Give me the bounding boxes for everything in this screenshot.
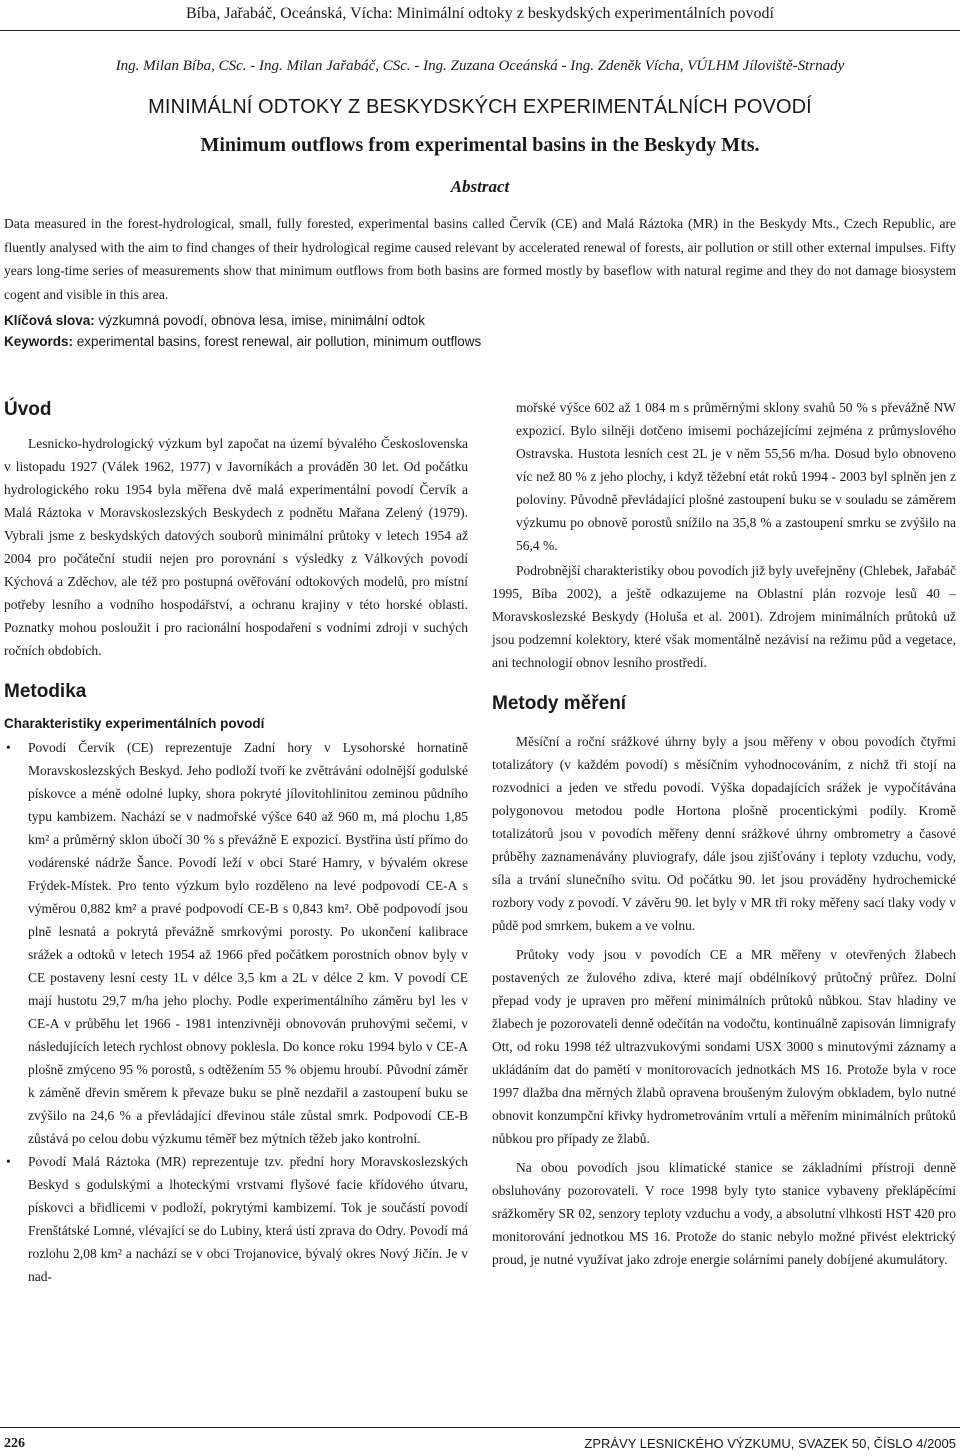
- keywords-block: [4, 310, 956, 352]
- measurement-paragraph-3: Na obou povodích jsou klimatické stanice se základními přístroji denně obsluhovány pozorovateli. V roce 1998 byly tyto stanice vybaveny překlápěcími srážkoměry SR 02, senzory teploty vzduchu a vody, a absolutní vlhkosti HST 420 pro monitorování jednotkou MS 16. Protože do stanic nebylo možné přivést elektrický proud, je nutné využívat jako zdroje energie solárními panely dobíjené akumulátory.: [492, 1160, 956, 1267]
- section-heading-uvod: Úvod: [4, 399, 52, 420]
- keywords-czech-text: výzkumná povodí, obnova lesa, imise, minimální odtok: [94, 313, 425, 328]
- journal-name: ZPRÁVY LESNICKÉHO VÝZKUMU, SVAZEK 50, ČÍSLO 4/2005: [584, 1436, 956, 1451]
- subsection-heading-characteristics: Charakteristiky experimentálních povodí: [4, 716, 265, 731]
- title-english: Minimum outflows from experimental basins in the Beskydy Mts.: [200, 134, 760, 156]
- keywords-czech-label: Klíčová slova:: [4, 313, 95, 328]
- running-head: Bíba, Jařabáč, Oceánská, Vícha: Minimální odtoky z beskydských experimentálních povodí: [186, 5, 774, 22]
- keywords-czech: [4, 310, 956, 331]
- page-number: 226: [4, 1436, 25, 1451]
- bullet-icon: •: [6, 1154, 11, 1169]
- basin-cervik-text: Povodí Červík (CE) reprezentuje Zadní hory v Lysohorské hornatině Moravskoslezských Beskyd. Jeho podloží tvoří ke zvětrávání odolnější godulské pískovce a méně odolné lupky, shora pokryté jílovitohlinitou zeminou půdního typu kambizem. Nachází se v nadmořské výšce 640 až 960 m, má plochu 1,85 km² a průměrný sklon úbočí 30 % s převážně E expozicí. Bystřina ústí přímo do vodárenské nádrže Šance. Povodí leží v obci Staré Hamry, v bývalém okrese Frýdek-Místek. Pro tento výzkum bylo rozděleno na levé podpovodí CE-A s výměrou 0,882 km² a pravé podpovodí CE-B s 0,843 km². Obě podpovodí jsou plně lesnatá a pokrytá převážně smrkovými porosty. Po ukončení kalibrace srážek a odtoků v letech 1954 až 1966 před počátkem porostních obnov byly v CE postaveny lesní cesty 1L v délce 3,5 km a 2L v délce 2 km. V povodí CE mají hustotu 29,7 m/ha jeho plochy. Podle experimentálního záměru byl les v CE-A v průběhu let 1966 - 1981 intenzivněji obnovován pruhovými sečemi, v následujících letech rychlost obnovy poklesla. Do konce roku 1994 bylo v CE-A plošně zmýceno 95 % porostů, s odtěžením 55 % objemu hroubí. Původní záměr k záměně dřevin směrem k převaze buku se plně nezdařil a zastoupení buku se zvýšilo na 24,6 % a převládající dřevinou stále zůstal smrk. Podpovodí CE-B zůstává po celou dobu výzkumu téměř bez mýtních těžeb jako kontrolní.: [28, 740, 468, 1146]
- uvod-paragraph: Lesnicko-hydrologický výzkum byl započat na území bývalého Československa v listopadu 1927 (Válek 1962, 1977) v Javorníkách a prováděn 30 let. Od počátku hydrologického roku 1954 byla měřena dvě malá experimentální povodí Červík a Malá Ráztoka v Moravskoslezských Beskydech z podnětu Mařana Zelený (1979). Vybrali jsme z beskydských datových souborů minimální průtoky v letech 1954 až 2004 pro počáteční studii nejen pro porovnání s výsledky z Válkových povodí Kýchová a Zděchov, ale též pro postupná ověřování odtokových modelů, pro místní potřeby lesního a vodního hospodářství, a ochranu krajiny v této horské oblasti. Poznatky mohou posloužit i pro racionální hospodaření s vodními zdroji v suchých ročních obdobích.: [4, 436, 468, 658]
- title-czech: MINIMÁLNÍ ODTOKY Z BESKYDSKÝCH EXPERIMENTÁLNÍCH POVODÍ: [148, 96, 812, 118]
- footer-rule: [0, 1427, 960, 1428]
- basin-mala-raztoka-text: Povodí Malá Ráztoka (MR) reprezentuje tzv. přední hory Moravskoslezských Beskyd s godulskými a lhoteckými vrstvami flyšové facie křídového útvaru, pískovci a břidlicemi v podloží, pokrytými kambizemí. Tok je součástí povodí Frenštátské Lomné, vlévající se do Lubiny, která ústí zprava do Odry. Povodí má rozlohu 2,08 km² a nachází se v obci Trojanovice, bývalý okres Nový Jičín. Je v nad-: [28, 1154, 468, 1284]
- keywords-english: [4, 331, 956, 352]
- header-rule: [0, 30, 960, 31]
- left-column: [4, 398, 468, 1288]
- list-item: [4, 736, 468, 1150]
- continued-paragraph: mořské výšce 602 až 1 084 m s průměrnými sklony svahů 50 % s převážně NW expozicí. Bylo silněji dotčeno imisemi pocházejícími zejména z průmyslového Ostravska. Hustota lesních cest 2L je v něm 55,56 m/ha. Dosud bylo obnoveno víc než 80 % z jeho plochy, i když těžební etát roků 1994 - 2003 byl splněn jen z poloviny. Původně převládající plošné zastoupení buku se v souladu se záměrem výzkumu po obnově porostů snížilo na 35,8 % a zastoupení smrku se zvýšilo na 56,4 %.: [516, 400, 956, 553]
- bullet-icon: •: [6, 740, 11, 755]
- abstract-heading: Abstract: [450, 177, 510, 196]
- authors: Ing. Milan Bíba, CSc. - Ing. Milan Jařabáč, CSc. - Ing. Zuzana Oceánská - Ing. Zdeněk Vícha, VÚLHM Jíloviště-Strnady: [115, 58, 845, 74]
- abstract-text: Data measured in the forest-hydrological, small, fully forested, experimental basins called Červík (CE) and Malá Ráztoka (MR) in the Beskydy Mts., Czech Republic, are fluently analysed with the aim to find changes of their hydrological regime caused relevant by accelerated renewal of forests, air pollution or still other external impulses. Fifty years long-time series of measurements show that minimum outflows from both basins are formed mostly by baseflow with natural regime and they do not damage biosystem cogent and visible in this area.: [4, 216, 956, 302]
- section-heading-metody-mereni: Metody měření: [492, 693, 627, 714]
- keywords-english-text: experimental basins, forest renewal, air pollution, minimum outflows: [73, 334, 482, 349]
- list-item: [4, 1150, 468, 1288]
- basin-list: [4, 736, 468, 1288]
- measurement-paragraph-1: Měsíční a roční srážkové úhrny byly a jsou měřeny v obou povodích čtyřmi totalizátory (v každém povodí) s měsíčním vyhodnocováním, z nichž tři stojí na rozvodnici a jeden ve středu povodí. Výška dopadajících srážek je vypočítávána polygonovou metodou podle Hortona plošně procentickými podíly. Kromě totalizátorů jsou v povodích měřeny denní srážkové úhrny ombrometry a časové průběhy zaznamenávány pluviografy, dále jsou zjišťovány i teploty vzduchu, vody, síla a trvání slunečního svitu. Od počátku 90. let jsou prováděny hydrochemické rozbory vody z povodí. V závěru 90. let byly v MR tři roky měřeny sací tlaky vody v půdě pod smrkem, bukem a ve volnu.: [492, 734, 956, 933]
- detail-paragraph: Podrobnější charakteristiky obou povodích již byly uveřejněny (Chlebek, Jařabáč 1995, Bíba 2002), a ještě odkazujeme na Oblastní plán rozvoje lesů 40 – Moravskoslezské Beskydy (Holuša et al. 2001). Zdrojem minimálních průtoků už jsou podzemní kolektory, které však momentálně nezávisí na režimu půd a vegetace, ani technologií obnov lesního prostředí.: [492, 563, 956, 670]
- keywords-english-label: Keywords:: [4, 334, 74, 349]
- section-heading-metodika: Metodika: [4, 681, 87, 702]
- measurement-paragraph-2: Průtoky vody jsou v povodích CE a MR měřeny v otevřených žlabech postavených ze žulového zdiva, které mají obdélníkový průtočný průřez. Dolní přepad vody je upraven pro měření minimálních průtoků nůbkou. Stav hladiny ve žlabech je pozorovateli denně odečítán na vodočtu, kontinuálně zapisován limnigrafy Ott, od roku 1998 též ultrazvukovými sondami USX 3000 s minutovými záznamy a ukládáním dat do pamětí v monitorovacích jednotkách MS 16. Protože byla v roce 1997 dlažba dna měrných žlabů opravena broušeným žulovým obkladem, bylo nutné obnovit konzumpční křivky hydrometrováním vrtulí a měřením minimálních průtoků nůbkou pro případy ze žlabů.: [492, 947, 956, 1146]
- right-column: [492, 396, 956, 1271]
